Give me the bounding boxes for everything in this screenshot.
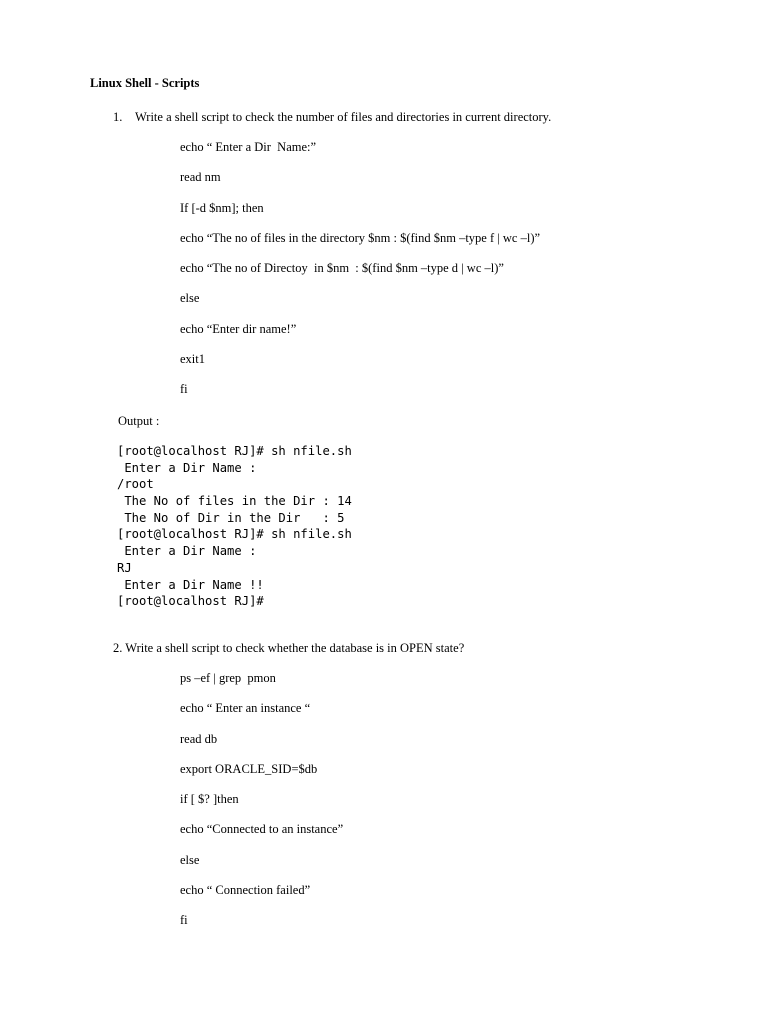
terminal-line: /root xyxy=(117,477,154,492)
script-line: read db xyxy=(180,731,218,746)
terminal-line: Enter a Dir Name : xyxy=(117,460,257,475)
script-line: export ORACLE_SID=$db xyxy=(180,761,318,776)
question-1-text: Write a shell script to check the number of files and directories in current directory. xyxy=(135,110,552,124)
question-2-script xyxy=(180,671,343,944)
script-line: echo “ Connection failed” xyxy=(180,883,311,898)
script-line: read nm xyxy=(180,170,221,185)
terminal-line: [root@localhost RJ]# sh nfile.sh xyxy=(117,444,352,458)
script-line: exit1 xyxy=(180,352,205,367)
question-1 xyxy=(113,110,551,125)
question-2-text: 2. Write a shell script to check whether the database is in OPEN state? xyxy=(113,641,465,655)
terminal-line: [root@localhost RJ]# sh nfile.sh xyxy=(117,527,352,542)
script-line: echo “Enter dir name!” xyxy=(180,321,297,336)
script-line: fi xyxy=(180,382,188,397)
script-line: else xyxy=(180,291,200,306)
terminal-line: The No of files in the Dir : 14 xyxy=(117,494,352,509)
terminal-line: [root@localhost RJ]# xyxy=(117,594,264,609)
script-line: echo “The no of files in the directory $nm : $(find $nm –type f | wc –l)” xyxy=(180,230,541,245)
script-line: echo “ Enter an instance “ xyxy=(180,701,311,716)
script-line: else xyxy=(180,852,200,867)
terminal-output xyxy=(117,443,352,610)
script-line: echo “The no of Directoy in $nm : $(find $nm –type d | wc –l)” xyxy=(180,261,504,276)
output-label: Output : xyxy=(118,414,160,428)
document-title: Linux Shell - Scripts xyxy=(90,76,200,90)
script-line: echo “ Enter a Dir Name:” xyxy=(180,140,317,154)
script-line: ps –ef | grep pmon xyxy=(180,671,276,685)
script-line: echo “Connected to an instance” xyxy=(180,822,344,837)
question-1-number: 1. xyxy=(113,110,123,124)
terminal-line: RJ xyxy=(117,560,132,575)
question-1-script xyxy=(180,140,540,413)
script-line: fi xyxy=(180,913,188,928)
terminal-line: Enter a Dir Name !! xyxy=(117,577,264,592)
terminal-line: Enter a Dir Name : xyxy=(117,544,257,559)
script-line: If [-d $nm]; then xyxy=(180,200,264,215)
script-line: if [ $? ]then xyxy=(180,792,239,807)
terminal-line: The No of Dir in the Dir : 5 xyxy=(117,510,345,525)
